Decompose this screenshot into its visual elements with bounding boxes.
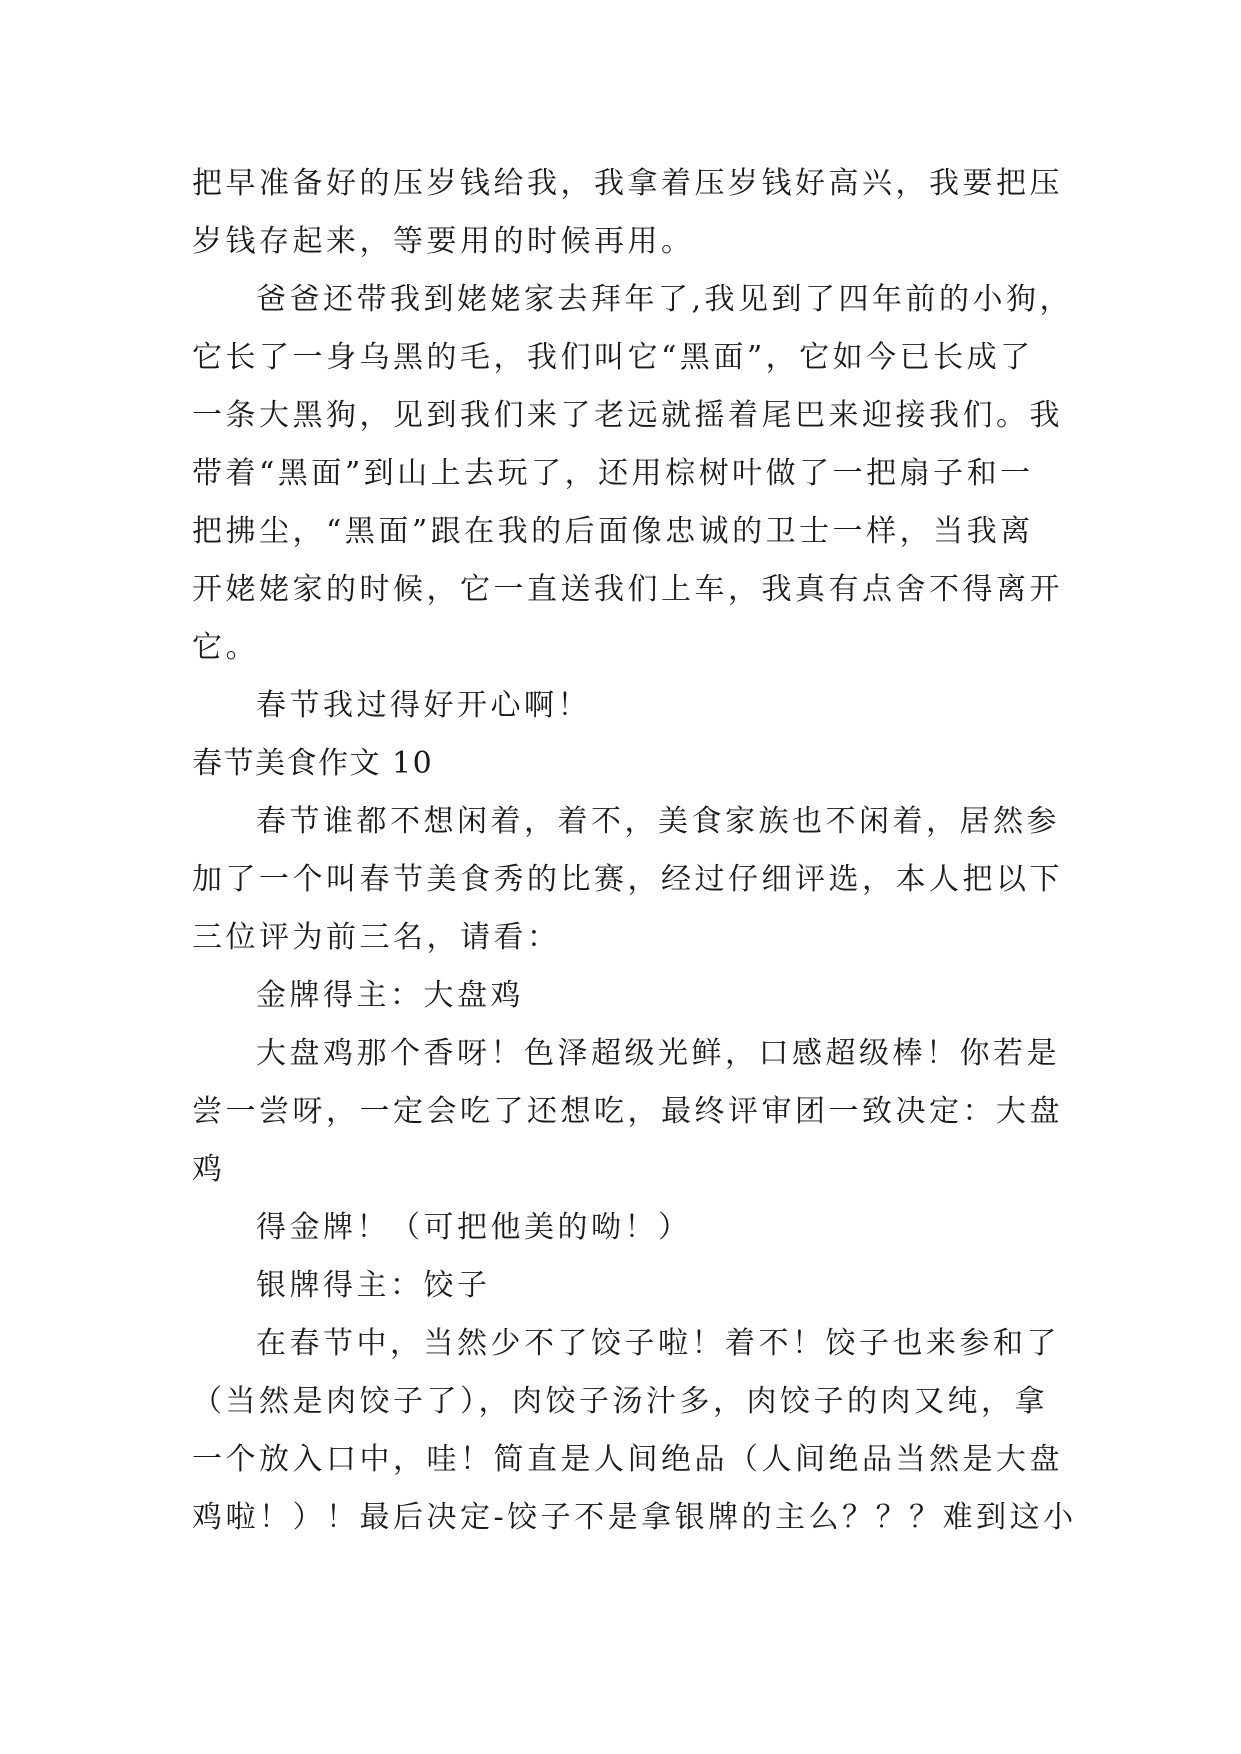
paragraph-line: 在春节中，当然少不了饺子啦！着不！饺子也来参和了 [256, 1326, 1060, 1361]
paragraph-line: （当然是肉饺子了），肉饺子汤汁多，肉饺子的肉又纯，拿 [192, 1384, 1048, 1419]
paragraph-line: 春节谁都不想闲着，着不，美食家族也不闲着，居然参 [256, 804, 1060, 839]
section-heading: 春节美食作文 10 [192, 746, 434, 781]
paragraph-line: 大盘鸡那个香呀！色泽超级光鲜，口感超级棒！你若是 [256, 1036, 1060, 1071]
paragraph-line: 岁钱存起来，等要用的时候再用。 [192, 224, 695, 259]
paragraph-line: 金牌得主：大盘鸡 [256, 978, 524, 1013]
paragraph-line: 加了一个叫春节美食秀的比赛，经过仔细评选，本人把以下 [192, 862, 1063, 897]
paragraph-line: 爸爸还带我到姥姥家去拜年了,我见到了四年前的小狗， [256, 282, 1074, 317]
paragraph-line: 开姥姥家的时候，它一直送我们上车，我真有点舍不得离开 [192, 572, 1063, 607]
paragraph-line: 鸡 [192, 1152, 226, 1187]
paragraph-line: 三位评为前三名，请看： [192, 920, 561, 955]
paragraph-line: 一个放入口中，哇！简直是人间绝品（人间绝品当然是大盘 [192, 1442, 1063, 1477]
paragraph-line: 尝一尝呀，一定会吃了还想吃，最终评审团一致决定：大盘 [192, 1094, 1063, 1129]
paragraph-line: 它。 [192, 630, 259, 665]
paragraph-line: 把拂尘，“黑面”跟在我的后面像忠诚的卫士一样，当我离 [192, 514, 1034, 549]
paragraph-line: 它长了一身乌黑的毛，我们叫它“黑面”，它如今已长成了 [192, 340, 1034, 375]
paragraph-line: 带着“黑面”到山上去玩了，还用棕树叶做了一把扇子和一 [192, 456, 1034, 491]
paragraph-line: 春节我过得好开心啊！ [256, 688, 591, 723]
paragraph-line: 得金牌！（可把他美的呦！） [256, 1210, 692, 1245]
paragraph-line: 把早准备好的压岁钱给我，我拿着压岁钱好高兴，我要把压 [192, 166, 1063, 201]
paragraph-line: 银牌得主：饺子 [256, 1268, 491, 1303]
paragraph-line: 一条大黑狗，见到我们来了老远就摇着尾巴来迎接我们。我 [192, 398, 1063, 433]
paragraph-line: 鸡啦！）！最后决定-饺子不是拿银牌的主么？？？难到这小 [192, 1500, 1077, 1535]
